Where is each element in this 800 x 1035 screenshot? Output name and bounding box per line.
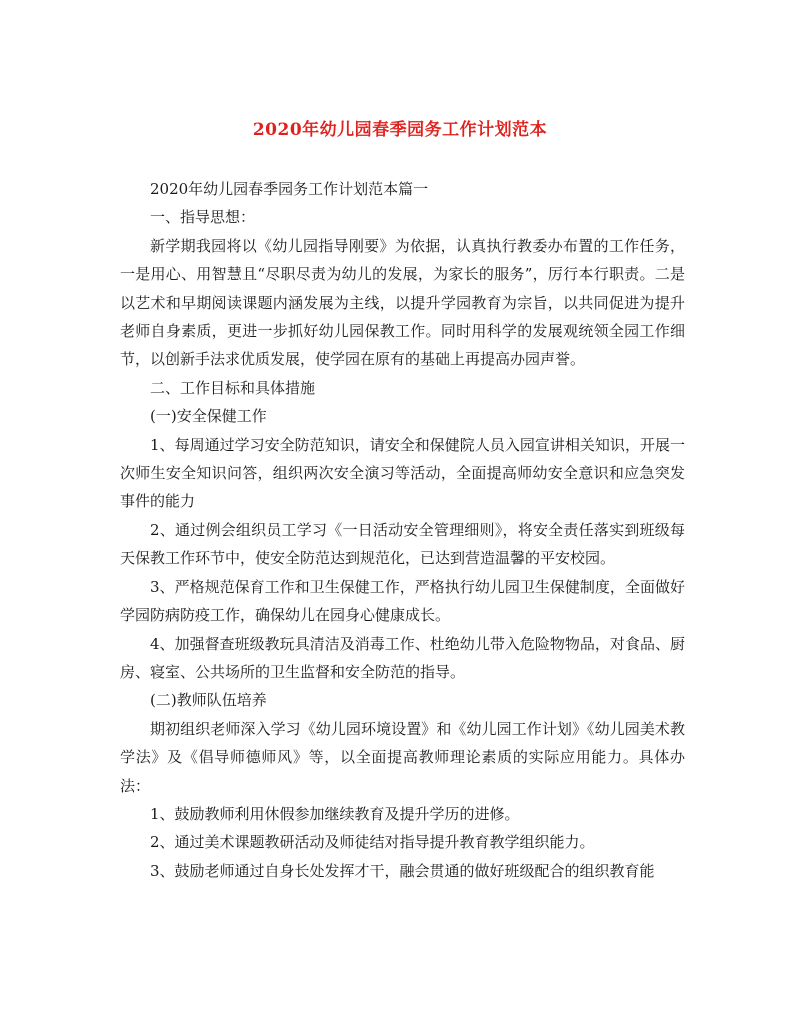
paragraph-teachers-item-3: 3、鼓励老师通过自身长处发挥才干，融会贯通的做好班级配合的组织教育能	[150, 861, 655, 880]
paragraph-safety-item-2: 2、通过例会组织员工学习《一日活动安全管理细则》，将安全责任落实到班级每天保教工作环节中，使安全防范达到规范化，已达到营造温馨的平安校园。	[120, 520, 685, 568]
paragraph-safety-item-1: 1、每周通过学习安全防范知识，请安全和保健院人员入园宣讲相关知识，开展一次师生安全知识问答，组织两次安全演习等活动，全面提高师幼安全意识和应急突发事件的能力	[120, 435, 685, 511]
paragraph-subsection-teachers: (二)教师队伍培养	[150, 691, 267, 710]
paragraph-section-2: 二、工作目标和具体措施	[150, 378, 316, 397]
paragraph-section-1: 一、指导思想：	[150, 208, 256, 227]
paragraph-safety-item-3: 3、严格规范保育工作和卫生保健工作，严格执行幼儿园卫生保健制度，全面做好学园防病防疫工作，确保幼儿在园身心健康成长。	[120, 577, 685, 625]
document-body	[120, 175, 685, 885]
paragraph-safety-item-4: 4、加强督查班级教玩具清洁及消毒工作、杜绝幼儿带入危险物物品，对食品、厨房、寝室、公共场所的卫生监督和安全防范的指导。	[120, 634, 685, 681]
paragraph-teachers-intro: 期初组织老师深入学习《幼儿园环境设置》和《幼儿园工作计划》《幼儿园美术教学法》及《倡导师德师风》等，以全面提高教师理论素质的实际应用能力。具体办法：	[120, 719, 685, 795]
paragraph-heading: 2020年幼儿园春季园务工作计划范本篇一	[150, 180, 429, 198]
document-title: 2020年幼儿园春季园务工作计划范本	[252, 120, 548, 140]
paragraph-teachers-item-1: 1、鼓励教师利用休假参加继续教育及提升学历的进修。	[150, 804, 520, 823]
paragraph-subsection-safety: (一)安全保健工作	[150, 407, 267, 426]
paragraph-teachers-item-2: 2、通过美术课题教研活动及师徒结对指导提升教育教学组织能力。	[150, 833, 595, 852]
paragraph-guiding-ideas: 新学期我园将以《幼儿园指导刚要》为依据，认真执行教委办布置的工作任务，一是用心、用智慧且“尽职尽责为幼儿的发展，为家长的服务”，厉行本行职责。二是以艺术和早期阅读课题内涵发展为主线，以提升学园教育为宗旨，以共同促进为提升老师自身素质，更进一步抓好幼儿园保教工作。同时用科学的发展观统领全园工作细节，以创新手法求优质发展，使学园在原有的基础上再提高办园声誉。	[120, 236, 685, 369]
